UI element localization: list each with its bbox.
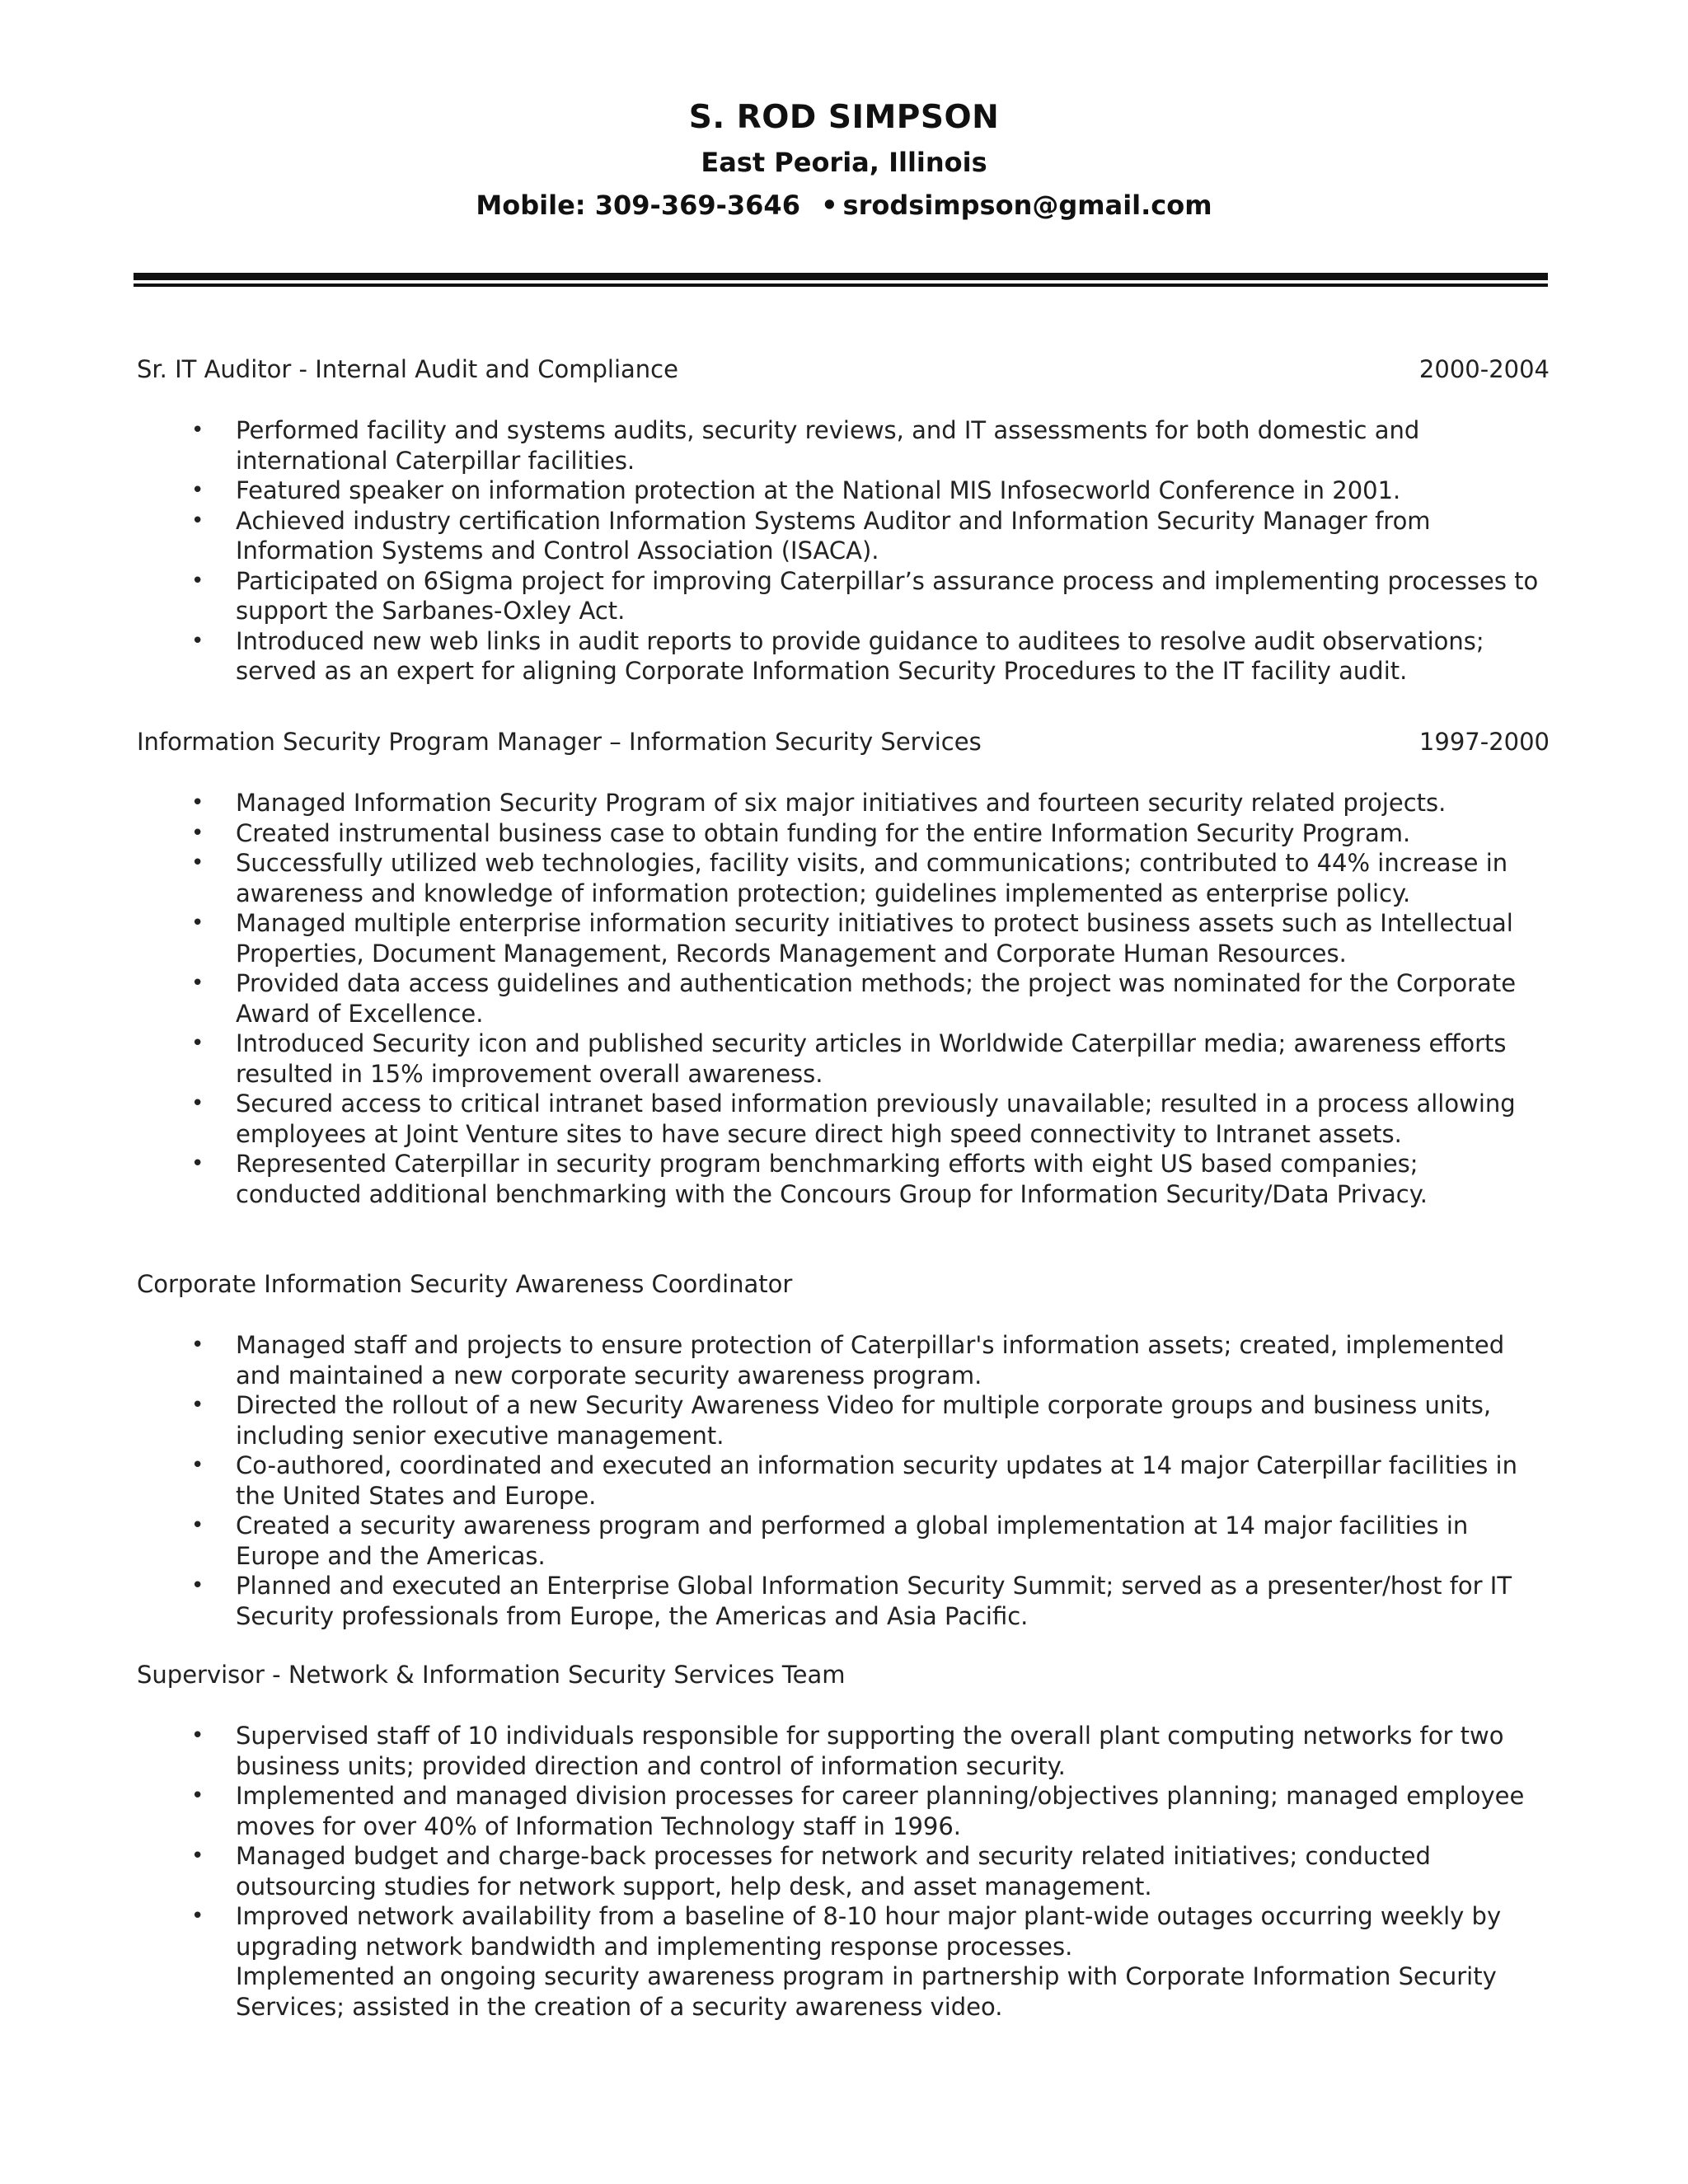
job-section (137, 1660, 1550, 2022)
trailing-paragraph: Implemented an ongoing security awareness program in partnership with Corporate Information Security Services; assisted in the creation of a security awareness video. (236, 1962, 1497, 2021)
bullet-item: • Featured speaker on information protection at the National MIS Infosecworld Conference in 2001. (191, 476, 1401, 504)
bullet-icon: • (191, 851, 204, 875)
bullet-item: • Represented Caterpillar in security program benchmarking efforts with eight US based companies; conducted additional benchmarking with the Concours Group for Information Security/Data Privacy. (191, 1150, 1428, 1208)
bullet-item: • Improved network availability from a baseline of 8-10 hour major plant-wide outages occurring weekly by upgrading network bandwidth and implementing response processes. (191, 1902, 1502, 1961)
bullet-item: • Achieved industry certification Information Systems Auditor and Information Security Manager from Information Systems and Control Association (ISACA). (191, 506, 1431, 565)
bullet-item: • Managed multiple enterprise information security initiatives to protect business assets such as Intellectual Properties, Document Management, Records Management and Corporate Human Resources. (191, 909, 1513, 968)
job-bullet-list (137, 1721, 1550, 1961)
candidate-name: S. ROD SIMPSON (688, 99, 1000, 136)
bullet-icon: • (191, 1031, 204, 1056)
bullet-item: • Created instrumental business case to obtain funding for the entire Information Security Program. (191, 818, 1411, 847)
job-heading (137, 727, 1550, 757)
bullet-icon: • (191, 1091, 204, 1116)
bullet-icon: • (191, 628, 204, 654)
phone-label: Mobile: (476, 190, 586, 221)
bullet-icon: • (191, 1513, 204, 1538)
bullet-icon: • (191, 568, 204, 593)
bullet-icon: • (191, 1573, 204, 1598)
bullet-icon: • (191, 508, 204, 533)
header-rule-thin (134, 284, 1548, 287)
bullet-item: • Managed budget and charge-back processes for network and security related initiatives; conducted outsourcing studies for network support, help desk, and asset management. (191, 1842, 1431, 1900)
bullet-item: • Managed staff and projects to ensure protection of Caterpillar's information assets; created, implemented and maintained a new corporate security awareness program. (191, 1331, 1505, 1390)
bullet-item: • Provided data access guidelines and authentication methods; the project was nominated for the Corporate Award of Excellence. (191, 969, 1517, 1028)
bullet-item: • Managed Information Security Program of six major initiatives and fourteen security related projects. (191, 789, 1447, 817)
job-heading (137, 1660, 1550, 1690)
email-address: srodsimpson@gmail.com (842, 190, 1212, 221)
job-heading (137, 354, 1550, 384)
bullet-icon: • (191, 478, 204, 503)
bullet-item: • Secured access to critical intranet based information previously unavailable; resulted in a process allowing employees at Joint Venture sites to have secure direct high speed connectivity to Intranet assets. (191, 1090, 1516, 1148)
bullet-item: • Introduced new web links in audit reports to provide guidance to auditees to resolve audit observations; served as an expert for aligning Corporate Information Security Procedures to the IT facility audit. (191, 626, 1484, 685)
job-section (137, 727, 1550, 1209)
job-title: Information Security Program Manager – Information Security Services (137, 728, 982, 756)
bullet-item: • Performed facility and systems audits, security reviews, and IT assessments for both domestic and international Caterpillar facilities. (191, 416, 1420, 475)
bullet-item: • Supervised staff of 10 individuals responsible for supporting the overall plant computing networks for two business units; provided direction and control of information security. (191, 1722, 1504, 1780)
header-rule-thick (134, 273, 1548, 280)
bullet-item: • Implemented and managed division processes for career planning/objectives planning; managed employee moves for over 40% of Information Technology staff in 1996. (191, 1782, 1525, 1840)
bullet-icon: • (191, 1453, 204, 1478)
bullet-icon: • (191, 1393, 204, 1418)
bullet-separator: • (821, 190, 838, 221)
job-dates: 2000-2004 (1418, 355, 1550, 383)
job-title: Corporate Information Security Awareness Coordinator (137, 1270, 793, 1298)
bullet-item: • Co-authored, coordinated and executed an information security updates at 14 major Caterpillar facilities in the United States and Europe. (191, 1451, 1517, 1510)
bullet-icon: • (191, 1333, 204, 1357)
bullet-icon: • (191, 418, 204, 443)
bullet-item: • Participated on 6Sigma project for improving Caterpillar’s assurance process and implementing processes to support the Sarbanes-Oxley Act. (191, 566, 1539, 625)
bullet-icon: • (191, 1783, 204, 1808)
job-title: Supervisor - Network & Information Security Services Team (137, 1661, 846, 1689)
job-bullet-list (137, 415, 1550, 687)
job-dates: 1997-2000 (1418, 728, 1550, 756)
bullet-item: • Planned and executed an Enterprise Global Information Security Summit; served as a presenter/host for IT Security professionals from Europe, the Americas and Asia Pacific. (191, 1572, 1512, 1630)
bullet-item: • Successfully utilized web technologies, facility visits, and communications; contributed to 44% increase in awareness and knowledge of information protection; guidelines implemented as enterprise policy. (191, 849, 1508, 907)
bullet-icon: • (191, 790, 204, 815)
bullet-icon: • (191, 1904, 204, 1929)
job-section (137, 1269, 1550, 1631)
job-bullet-list (137, 1330, 1550, 1631)
job-heading (137, 1269, 1550, 1299)
bullet-icon: • (191, 1844, 204, 1868)
bullet-icon: • (191, 911, 204, 935)
job-title: Sr. IT Auditor - Internal Audit and Compliance (137, 355, 678, 383)
bullet-icon: • (191, 820, 204, 846)
bullet-icon: • (191, 1723, 204, 1748)
job-bullet-list (137, 788, 1550, 1209)
phone-number: 309-369-3646 (594, 190, 800, 221)
bullet-item: • Directed the rollout of a new Security Awareness Video for multiple corporate groups and business units, including senior executive management. (191, 1391, 1492, 1450)
candidate-location: East Peoria, Illinois (701, 147, 987, 178)
job-section (137, 354, 1550, 687)
bullet-icon: • (191, 1151, 204, 1176)
contact-line (0, 188, 1688, 223)
bullet-icon: • (191, 971, 204, 996)
bullet-item: • Created a security awareness program and performed a global implementation at 14 major facilities in Europe and the Americas. (191, 1511, 1469, 1570)
bullet-item: • Introduced Security icon and published security articles in Worldwide Caterpillar media; awareness efforts resulted in 15% improvement overall awareness. (191, 1029, 1507, 1088)
